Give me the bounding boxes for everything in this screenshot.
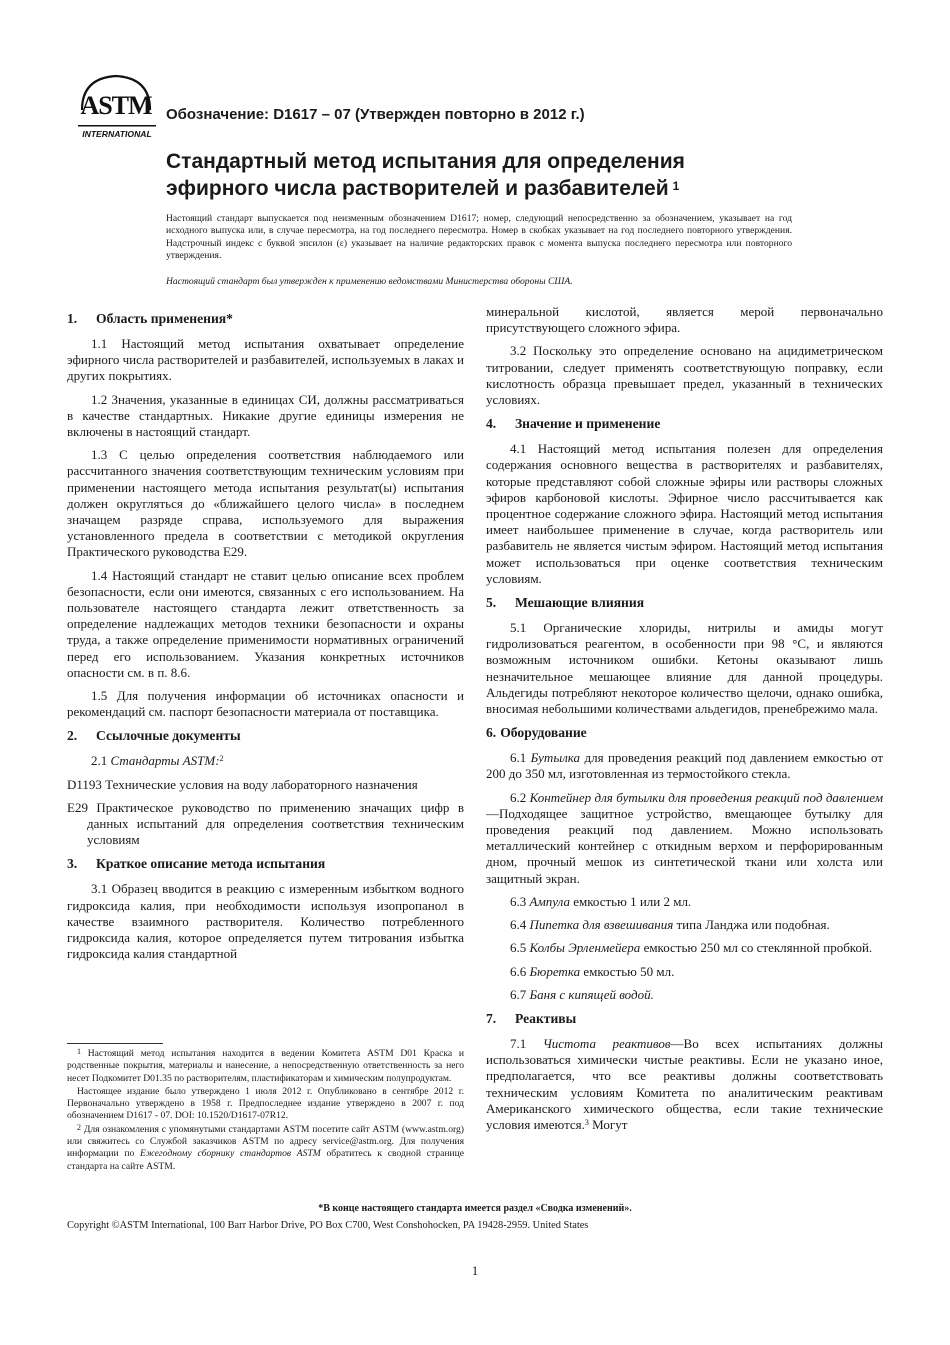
document-title [166, 148, 806, 202]
logo-text-bottom: INTERNATIONAL [82, 129, 152, 139]
astm-logo [76, 70, 158, 142]
paragraph-3-1-continued: минеральной кислотой, является мерой первоначально присутствующего сложного эфира. [486, 304, 883, 336]
footnote-divider [67, 1043, 163, 1044]
section-heading-3: 3. Краткое описание метода испытания [67, 856, 326, 872]
section-heading-1: 1. Область применения* [67, 311, 233, 326]
summary-of-changes-note: *В конце настоящего стандарта имеется раздел «Сводка изменений». [318, 1203, 632, 1214]
paragraph-5-1: 5.1 Органические хлориды, нитрилы и амиды могут гидролизоваться реагентом, в особенности при 98 °C, и являются возможным источником ошибки. Кетоны оказывают лишь незначительное мешающее влияние для данной процедуры. Альдегиды потребляют некоторое количество щелочи, однако ошибка, вносимая небольшими количествами альдегидов, пренебрежимо мала. [486, 620, 883, 717]
title-line-1: Стандартный метод испытания для определения [166, 150, 685, 173]
section-heading-7: 7. Реактивы [486, 1010, 577, 1026]
logo-text-top: ASTM [80, 91, 152, 120]
paragraph-6-5: 6.5 Колбы Эрленмейера емкостью 250 мл со стеклянной пробкой. [510, 940, 873, 956]
designation: Обозначение: D1617 – 07 (Утвержден повторно в 2012 г.) [166, 106, 585, 123]
footnotes [67, 1048, 464, 1174]
footnote-1-edition: Настоящее издание было утверждено 1 июля 2012 г. Опубликовано в сентябре 2012 г. Первоначально утверждено в 1958 г. Предпоследнее издание утверждено в 2007 г. под обозначением D1617 - 07. DOI: 10.1520/D1617-07R12. [67, 1085, 464, 1122]
page-number: 1 [471, 1263, 479, 1278]
paragraph-6-3: 6.3 Ампула емкостью 1 или 2 мл. [510, 893, 692, 909]
preface-note: Настоящий стандарт выпускается под неизменным обозначением D1617; номер, следующий непосредственно за обозначением, указывает на год исходного выпуска или, в случае пересмотра, на год последнего пересмотра. Номер в скобках указывает на год последнего повторного утверждения. Надстрочный индекс с буквой эпсилон (ε) указывает на наличие редакторских правок с момента выпуска последнего пересмотра или повторного утверждения. [166, 213, 792, 262]
footnote-2: $^2$ Для ознакомления с упомянутыми стандартами ASTM посетите сайт ASTM (www.astm.org) или свяжитесь со Службой заказчиков ASTM по адресу service@astm.org. Для получения информации по Ежегодному сборнику стандартов ASTM обратитесь к сводной странице стандарта на сайте ASTM. [67, 1122, 465, 1172]
reference-e29: E29 Практическое руководство по применению значащих цифр в данных испытаний для определения соответствия техническим условиям [67, 799, 464, 848]
footnote-1: $^1$ Настоящий метод испытания находится в ведении Комитета ASTM D01 Краска и родственные покрытия, материалы и нанесение, а непосредственную ответственность за него несет Подкомитет D01.35 по растворителям, пластификаторам и химическим полупродуктам. [67, 1047, 464, 1084]
paragraph-6-4: 6.4 Пипетка для взвешивания типа Ланджа или подобная. [510, 917, 830, 933]
approval-note: Настоящий стандарт был утвержден к применению ведомствами Министерства обороны США. [166, 276, 573, 287]
paragraph-1-1: 1.1 Настоящий метод испытания охватывает определение эфирного числа растворителей и разбавителей, используемых в лаках и других покрытиях. [67, 336, 464, 384]
paragraph-2-1: 2.1 Стандарты ASTM:$^2$ [91, 753, 224, 769]
paragraph-4-1: 4.1 Настоящий метод испытания полезен для определения содержания основного вещества в растворителях и разбавителях, которые представляют собой сложные эфиры или растворы сложных эфиров карбоновой кислоты. Эфирное число рассчитывается как процентное содержание сложного эфира. Настоящий метод испытания имеет наибольшее применение в случае, когда растворитель или разбавитель не является чистым эфиром. Настоящий метод испытания может использоваться при оценке соответствия техническим условиям. [486, 441, 883, 586]
paragraph-6-6: 6.6 Бюретка емкостью 50 мл. [510, 963, 675, 979]
paragraph-1-4: 1.4 Настоящий стандарт не ставит целью описание всех проблем безопасности, если они имеются, связанных с его использованием. На пользователе настоящего стандарта лежит ответственность за определение надлежащих методов техники безопасности и охраны труда, а также определение применимости нормативных ограничений перед его использованием. Указания конкретных источников опасности см. в п. 8.6. [67, 567, 464, 680]
paragraph-6-7: 6.7 Баня с кипящей водой. [510, 986, 654, 1002]
section-heading-4: 4. Значение и применение [486, 416, 661, 432]
paragraph-1-5: 1.5 Для получения информации об источниках опасности и рекомендаций см. паспорт безопасности материала от поставщика. [67, 688, 464, 720]
right-column [486, 304, 883, 1140]
paragraph-1-3: 1.3 С целью определения соответствия наблюдаемого или рассчитанного значения соответствующим техническим условиям при применении настоящего метода испытания результат(ы) испытания должен округляться до «ближайшего целого числа» в последнем значащем разряде справа, используемого для выражения установленного предела в соответствии с методикой округления Практического руководства E29. [67, 447, 464, 560]
paragraph-3-1: 3.1 Образец вводится в реакцию с измеренным избытком водного гидроксида калия, при необходимости используя изопропанол в качестве взаимного растворителя. Количество потребленного гидроксида калия, которое определяется путем титрования избытка гидроксида калия стандартной [67, 881, 464, 962]
paragraph-6-1: 6.1 Бутылка для проведения реакций под давлением емкостью от 200 до 350 мл, изготовленная из термостойкого стекла. [486, 750, 884, 782]
title-footnote-mark: 1 [672, 179, 680, 193]
left-column [67, 304, 464, 970]
paragraph-7-1: 7.1 Чистота реактивов—Во всех испытаниях должны использоваться химически чистые реактивы. Если не указано иное, предполагается, что все реактивы должны соответствовать техническим условиям Комитета по аналитическим реактивам Американского химического общества, если такие технические условия имеются.$^3$ Могут [486, 1035, 883, 1132]
paragraph-3-2: 3.2 Поскольку это определение основано на ацидиметрическом титровании, следует применять соответствующую поправку, если кислотность образца превышает предел, указанный в технических условиях. [486, 343, 883, 408]
title-line-2: эфирного числа растворителей и разбавителей [166, 177, 669, 200]
reference-d1193: D1193 Технические условия на воду лабораторного назначения [67, 776, 418, 792]
section-heading-2: 2. Ссылочные документы [67, 728, 241, 744]
section-heading-6: 6. Оборудование [486, 725, 587, 741]
section-heading-5: 5. Мешающие влияния [486, 595, 645, 611]
copyright-line: Copyright ©ASTM International, 100 Barr Harbor Drive, PO Box C700, West Conshohocken, PA 19428-2959. United States [67, 1220, 589, 1231]
paragraph-1-2: 1.2 Значения, указанные в единицах СИ, должны рассматриваться в качестве стандартных. Никакие другие единицы измерения не включены в настоящий стандарт. [67, 391, 464, 440]
paragraph-6-2: 6.2 Контейнер для бутылки для проведения реакций под давлением—Подходящее защитное устройство, вмещающее бутылку для проведения реакций под давлением. Можно использовать металлический контейнер с откидным верхом и перфорированным дном, прочный мешок из синтетической ткани или холста или защитный экран. [486, 789, 884, 886]
